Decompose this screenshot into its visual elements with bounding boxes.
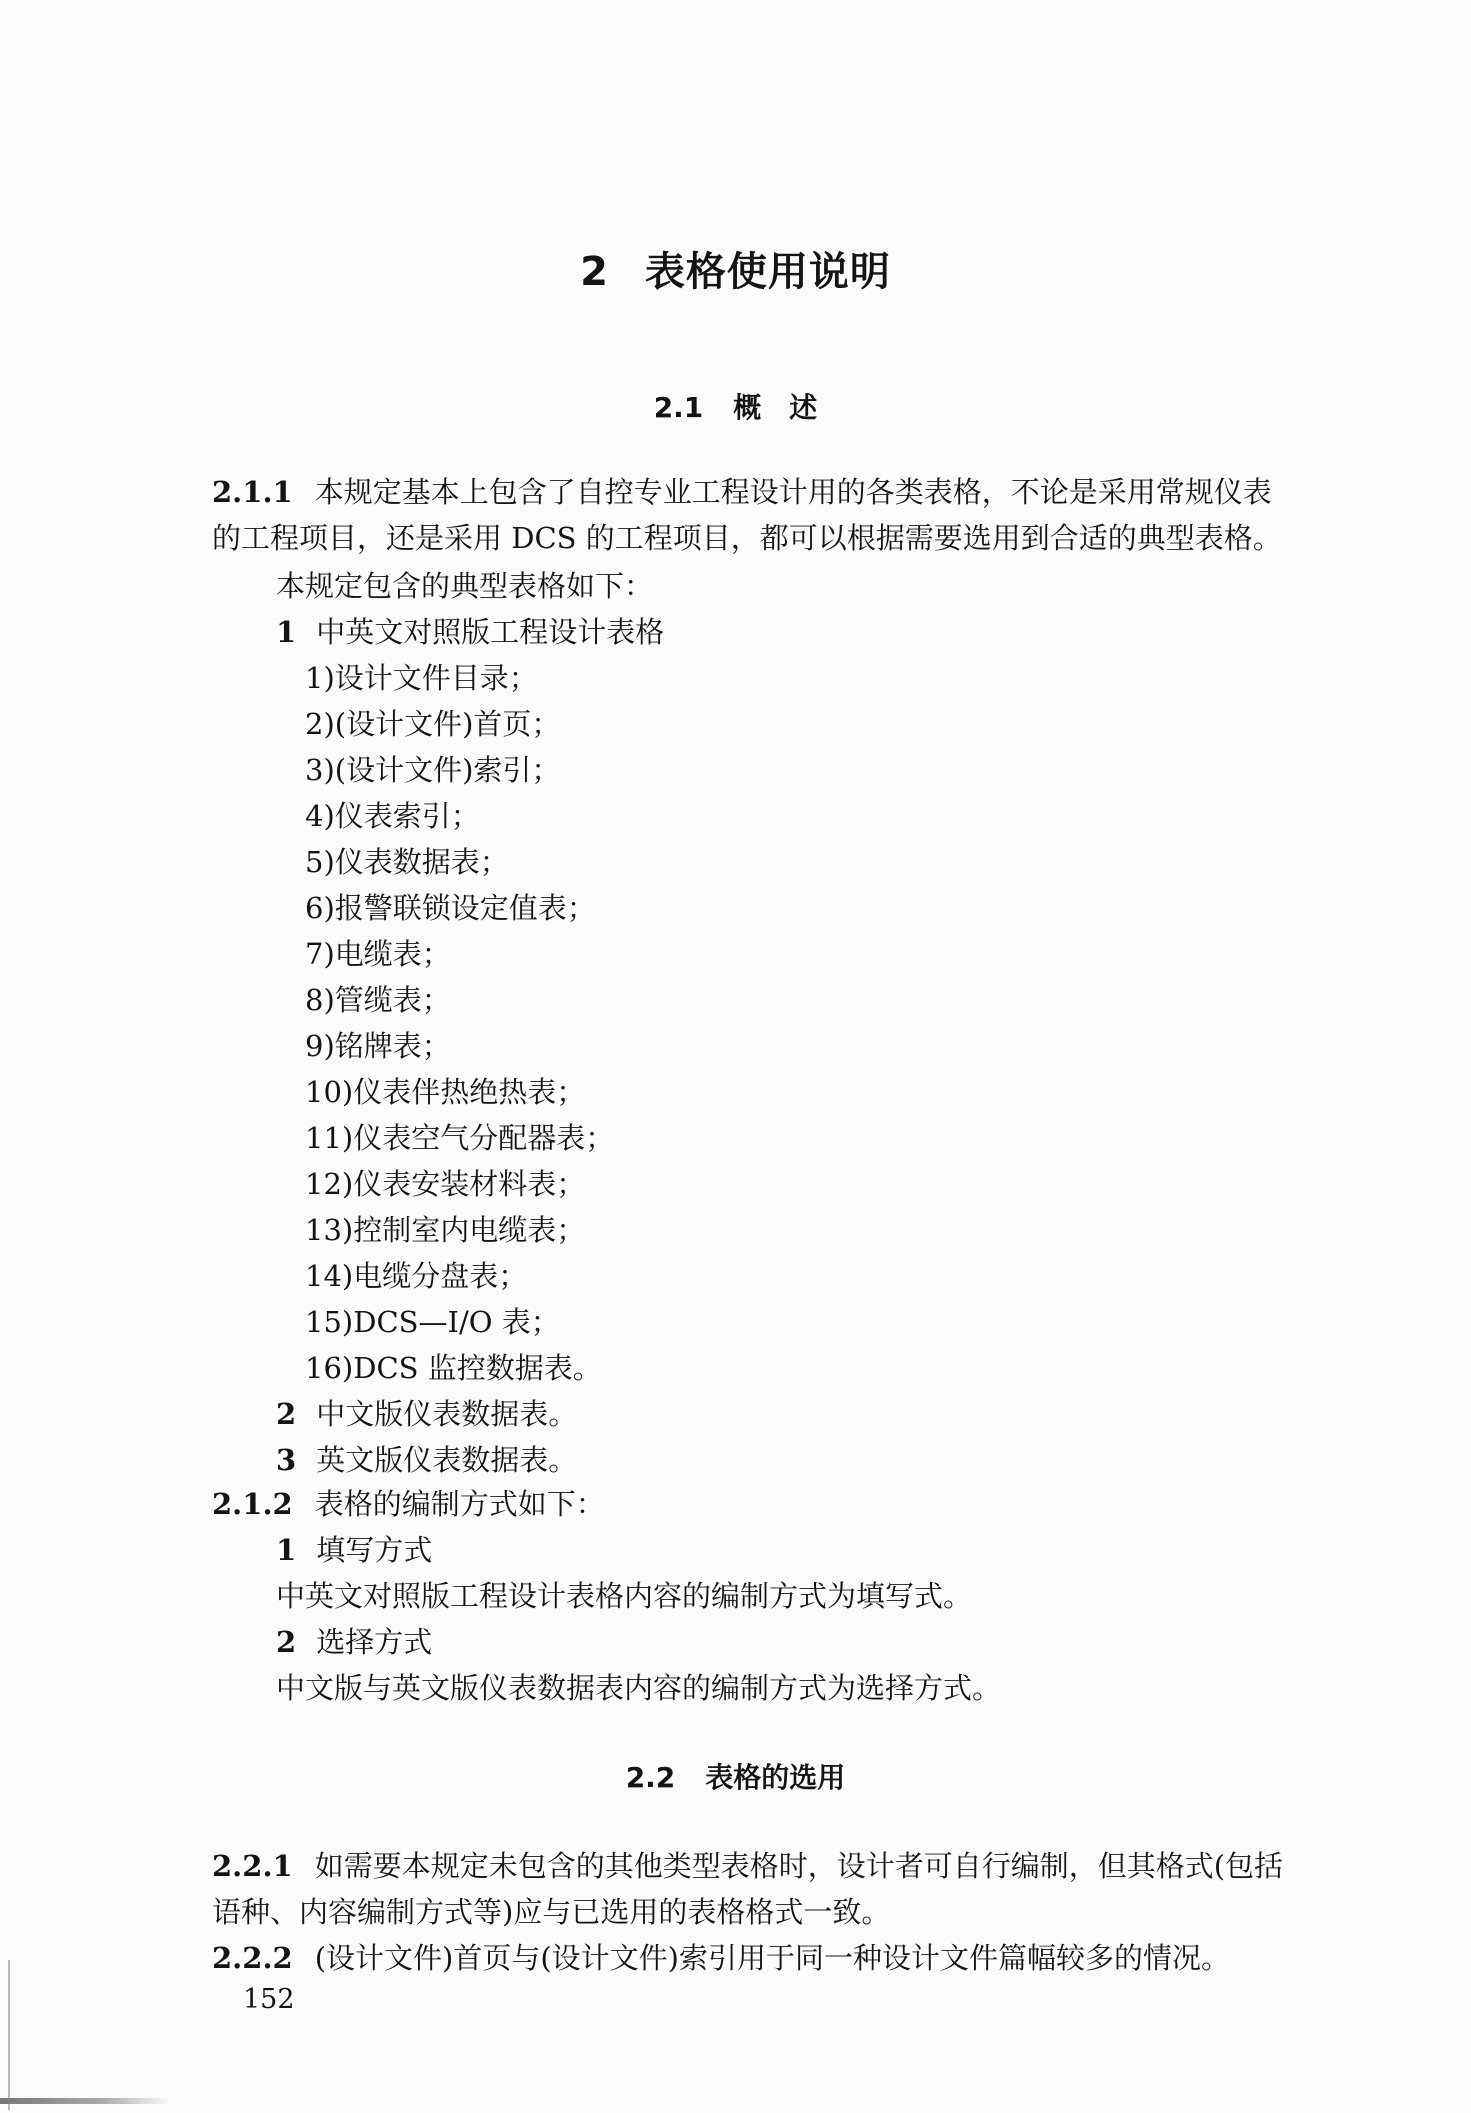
list-item: 15)DCS—I/O 表； xyxy=(305,1305,560,1339)
list-item: 9)铭牌表； xyxy=(305,1029,451,1063)
clause-2-1-1-intro: 本规定包含的典型表格如下： xyxy=(276,569,654,603)
clause-2-2-2 xyxy=(212,1938,1230,1978)
list-item: 2)(设计文件)首页； xyxy=(305,707,561,741)
list-item: 11)仪表空气分配器表； xyxy=(305,1121,615,1155)
clause-text: (设计文件)首页与(设计文件)索引用于同一种设计文件篇幅较多的情况。 xyxy=(314,1941,1230,1975)
clause-2-1-1-line2: 的工程项目，还是采用 DCS 的工程项目，都可以根据需要选用到合适的典型表格。 xyxy=(212,521,1282,555)
list-number: 1 xyxy=(276,1533,297,1567)
list-item: 8)管缆表； xyxy=(305,983,451,1017)
list-number: 1 xyxy=(276,615,297,649)
clause-text: 表格的编制方式如下： xyxy=(314,1487,605,1521)
clause-number: 2.1.2 xyxy=(212,1487,293,1521)
section-title-2-1 xyxy=(0,386,1471,426)
section-number: 2.1 xyxy=(653,391,704,424)
method-title: 选择方式 xyxy=(316,1625,433,1659)
chapter-title xyxy=(0,240,1471,297)
method-2-heading xyxy=(276,1622,432,1662)
chapter-number: 2 xyxy=(580,249,609,295)
list-item-1-heading xyxy=(276,612,664,652)
clause-number: 2.2.2 xyxy=(212,1941,293,1975)
list-number: 3 xyxy=(276,1443,297,1477)
clause-2-2-1-line2: 语种、内容编制方式等)应与已选用的表格格式一致。 xyxy=(212,1895,891,1929)
list-item: 16)DCS 监控数据表。 xyxy=(305,1351,602,1385)
clause-text: 本规定基本上包含了自控专业工程设计用的各类表格，不论是采用常规仪表 xyxy=(314,475,1272,509)
method-1-heading xyxy=(276,1530,432,1570)
list-item-2 xyxy=(276,1394,577,1434)
list-title: 中英文对照版工程设计表格 xyxy=(316,615,665,649)
list-item: 7)电缆表； xyxy=(305,937,451,971)
list-item: 14)电缆分盘表； xyxy=(305,1259,528,1293)
chapter-title-text: 表格使用说明 xyxy=(644,249,891,295)
list-item-3 xyxy=(276,1440,577,1480)
clause-2-1-2 xyxy=(212,1484,605,1524)
page-number: 152 xyxy=(243,1984,295,2015)
list-item: 6)报警联锁设定值表； xyxy=(305,891,596,925)
scan-edge-line xyxy=(8,1960,10,2110)
section-title-text: 表格的选用 xyxy=(705,1761,846,1794)
list-item: 12)仪表安装材料表； xyxy=(305,1167,586,1201)
list-text: 中文版仪表数据表。 xyxy=(316,1397,578,1431)
section-title-2-2 xyxy=(0,1756,1471,1796)
list-item: 5)仪表数据表； xyxy=(305,845,509,879)
section-number: 2.2 xyxy=(625,1761,676,1794)
method-2-text: 中文版与英文版仪表数据表内容的编制方式为选择方式。 xyxy=(276,1671,1002,1705)
clause-text: 如需要本规定未包含的其他类型表格时，设计者可自行编制，但其格式(包括 xyxy=(314,1849,1284,1883)
section-title-text: 概 述 xyxy=(733,391,818,424)
method-title: 填写方式 xyxy=(316,1533,433,1567)
method-1-text: 中英文对照版工程设计表格内容的编制方式为填写式。 xyxy=(276,1579,973,1613)
list-item: 3)(设计文件)索引； xyxy=(305,753,561,787)
clause-2-2-1-line1 xyxy=(212,1846,1283,1886)
clause-number: 2.2.1 xyxy=(212,1849,293,1883)
list-item: 13)控制室内电缆表； xyxy=(305,1213,586,1247)
clause-number: 2.1.1 xyxy=(212,475,293,509)
list-item: 10)仪表伴热绝热表； xyxy=(305,1075,586,1109)
list-number: 2 xyxy=(276,1625,297,1659)
list-item: 4)仪表索引； xyxy=(305,799,480,833)
list-number: 2 xyxy=(276,1397,297,1431)
scan-smudge xyxy=(0,2098,170,2104)
list-text: 英文版仪表数据表。 xyxy=(316,1443,578,1477)
list-item: 1)设计文件目录； xyxy=(305,661,538,695)
clause-2-1-1-line1 xyxy=(212,472,1272,512)
